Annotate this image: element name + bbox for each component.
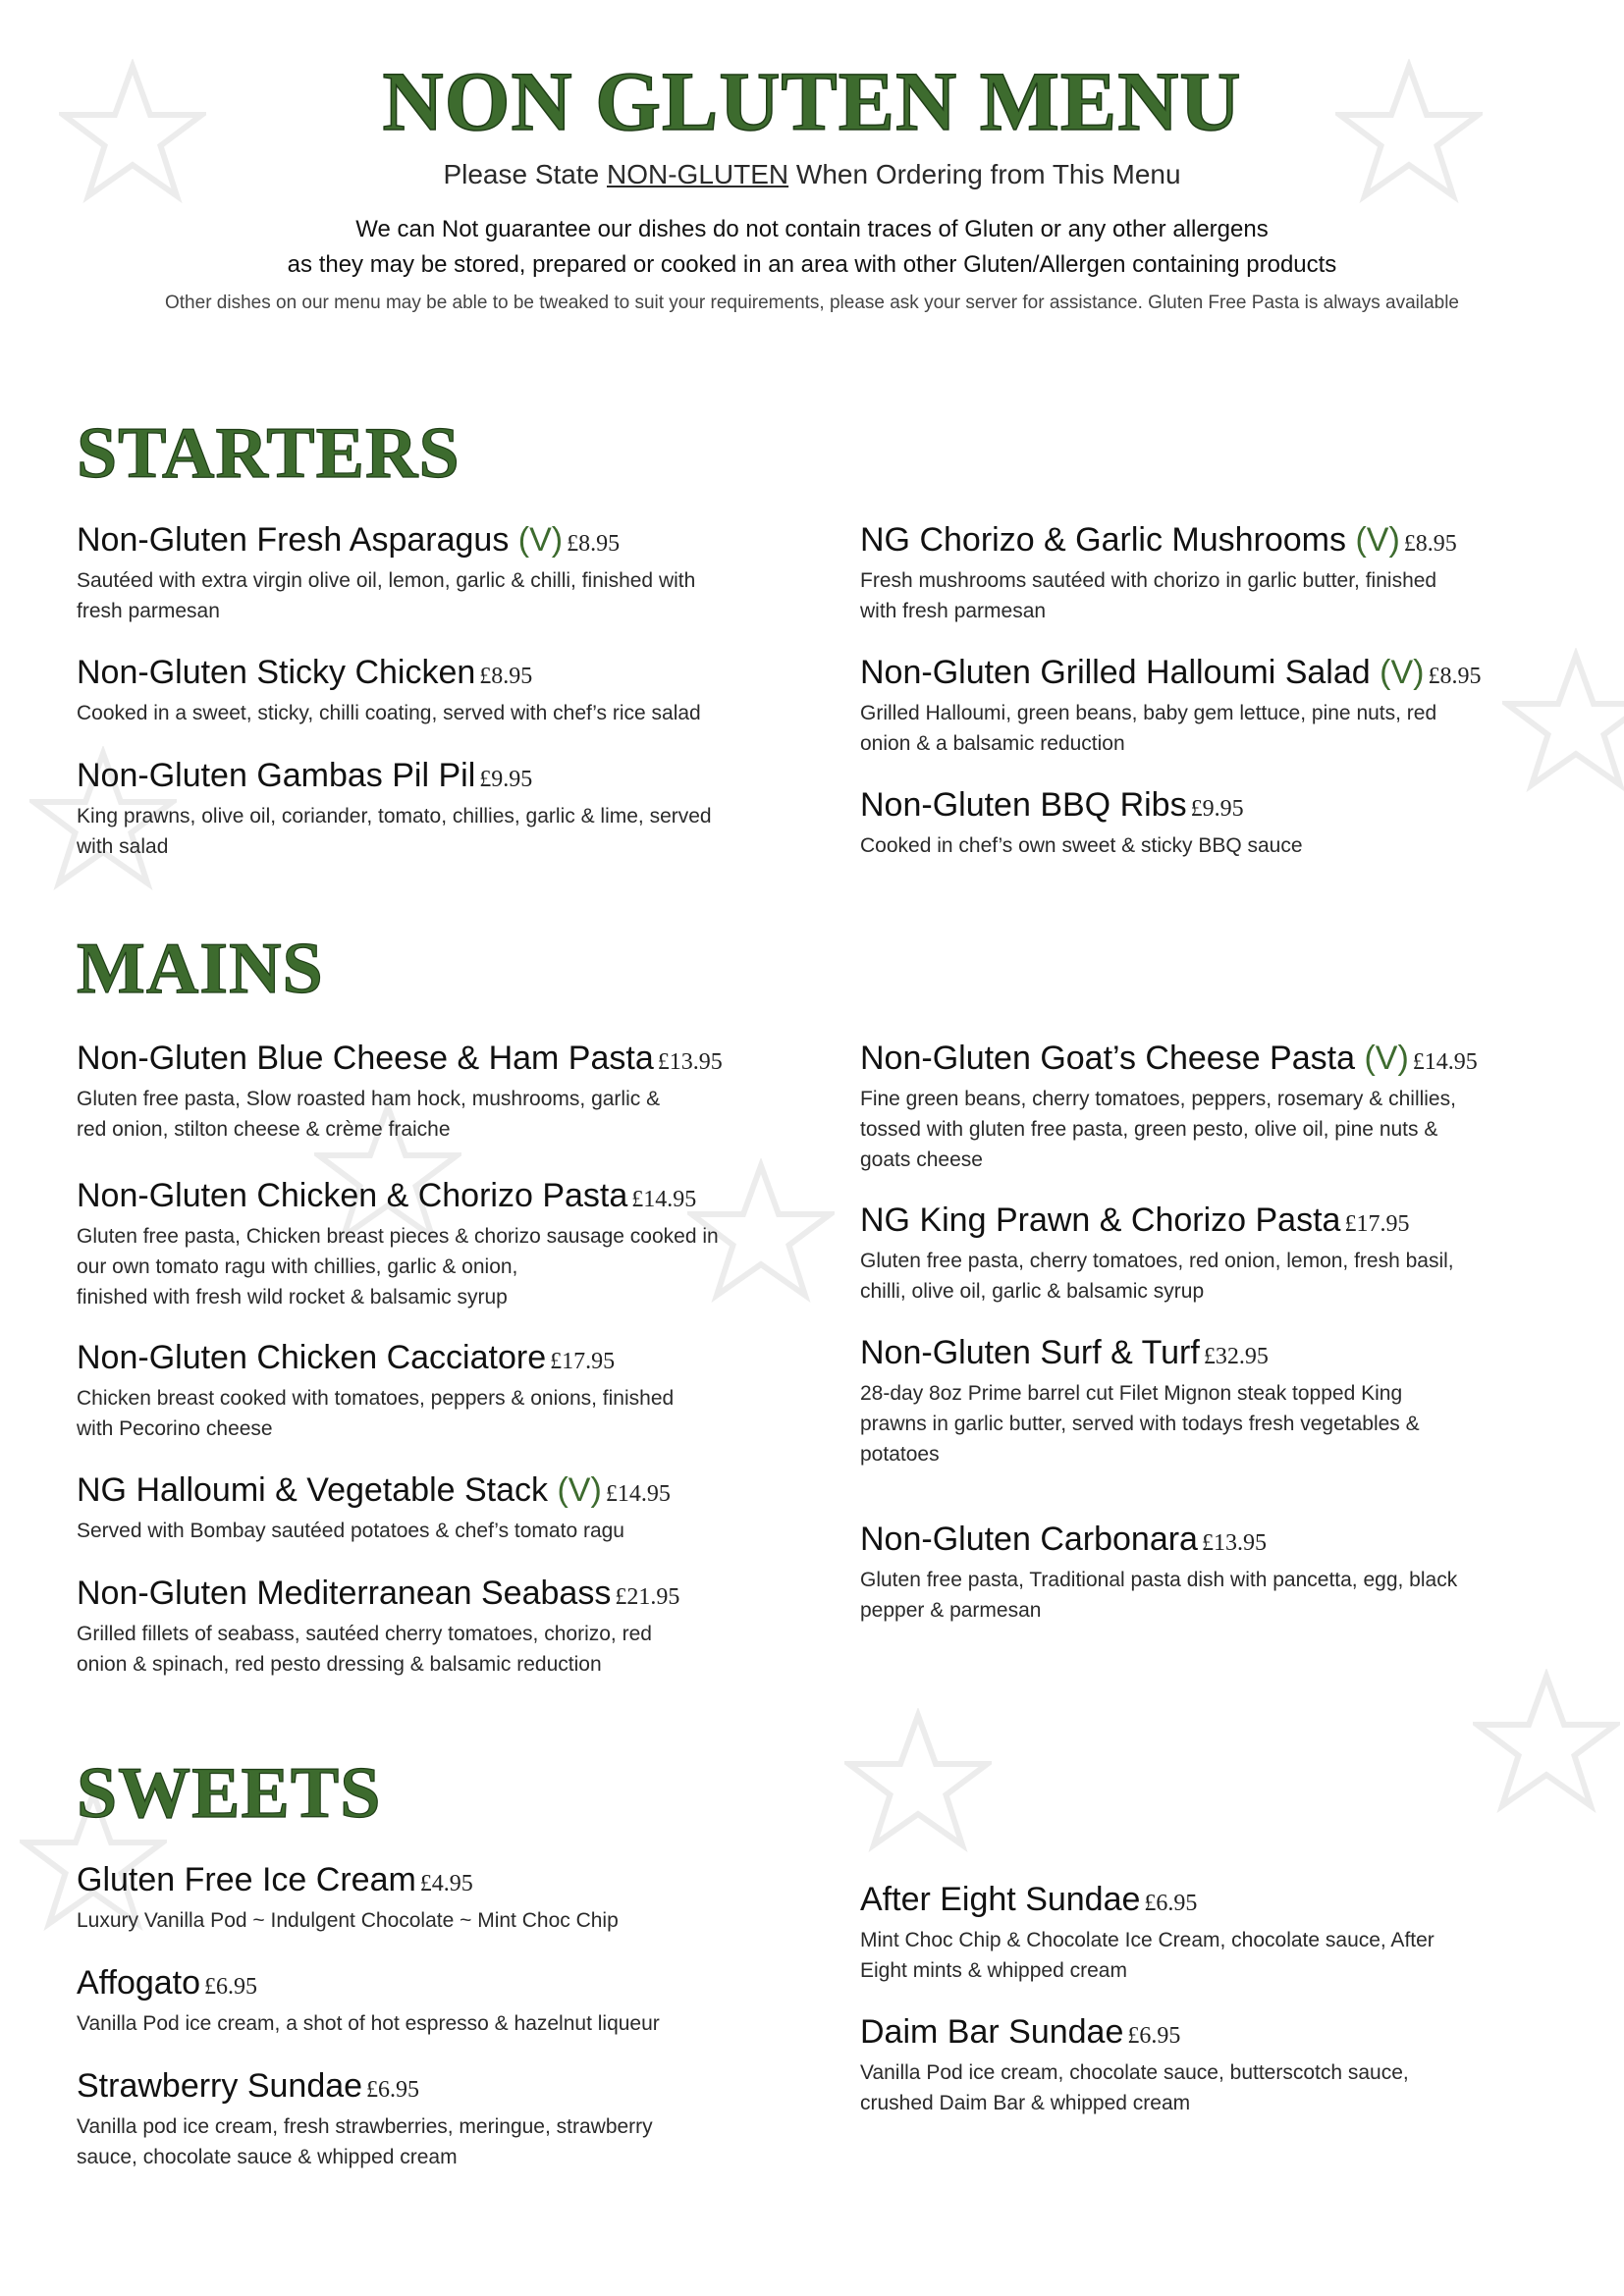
- menu-item-description: Gluten free pasta, Slow roasted ham hock, mushrooms, garlic & red onion, stilton cheese & crème fraiche: [77, 1088, 661, 1141]
- menu-item-price: £4.95: [419, 1871, 473, 1896]
- menu-item-price: £6.95: [1144, 1891, 1198, 1916]
- menu-item-description: Vanilla Pod ice cream, chocolate sauce, butterscotch sauce, crushed Daim Bar & whipped cream: [860, 2061, 1409, 2114]
- menu-item-name: [77, 653, 784, 696]
- menu-item-price: £9.95: [1190, 796, 1244, 822]
- item-name-text: NG Chorizo & Garlic Mushrooms: [860, 521, 1347, 559]
- menu-item-name: [77, 1963, 784, 2006]
- menu-item-price: £13.95: [1201, 1530, 1267, 1556]
- item-name-text: Gluten Free Ice Cream: [77, 1861, 416, 1898]
- item-name-text: Non-Gluten Goat’s Cheese Pasta: [860, 1040, 1355, 1077]
- item-name-text: Non-Gluten Fresh Asparagus: [77, 521, 510, 559]
- item-name-text: Non-Gluten Mediterranean Seabass: [77, 1575, 612, 1612]
- menu-item-name: [860, 1039, 1567, 1082]
- menu-item-description: Vanilla pod ice cream, fresh strawberries, meringue, strawberry sauce, chocolate sauce & whipped cream: [77, 2115, 653, 2168]
- menu-item: [860, 785, 1567, 861]
- menu-item: [860, 1520, 1567, 1626]
- menu-note: Other dishes on our menu may be able to be tweaked to suit your requirements, please ask your server for assistance. Gluten Free Pasta is always available: [165, 293, 1459, 313]
- menu-item-price: £21.95: [615, 1584, 680, 1610]
- menu-item-description: Gluten free pasta, Chicken breast pieces & chorizo sausage cooked in our own tomato ragu with chillies, garlic & onion, finished with fresh wild rocket & balsamic syrup: [77, 1225, 719, 1308]
- section-title-sweets: SWEETS: [77, 1753, 382, 1834]
- menu-title: NON GLUTEN MENU: [382, 54, 1242, 148]
- subtitle-pre: Please State: [443, 159, 607, 189]
- menu-item: [77, 1338, 784, 1444]
- menu-item-description: Sautéed with extra virgin olive oil, lemon, garlic & chilli, finished with fresh parmesan: [77, 569, 696, 622]
- menu-item: [860, 520, 1567, 626]
- menu-item-description: Mint Choc Chip & Chocolate Ice Cream, chocolate sauce, After Eight mints & whipped cream: [860, 1929, 1435, 1982]
- menu-item-price: £13.95: [657, 1049, 723, 1075]
- item-name-text: Strawberry Sundae: [77, 2067, 363, 2105]
- menu-item: [860, 1880, 1567, 1986]
- item-name-text: After Eight Sundae: [860, 1881, 1141, 1918]
- menu-item-name: [77, 1039, 784, 1082]
- section-title-mains: MAINS: [77, 929, 324, 1009]
- warning-line-2: as they may be stored, prepared or cooked in an area with other Gluten/Allergen containing products: [287, 251, 1337, 278]
- menu-item-price: £8.95: [1403, 531, 1457, 557]
- item-name-text: Non-Gluten Sticky Chicken: [77, 654, 476, 691]
- menu-item-price: £8.95: [567, 531, 621, 557]
- menu-item-description: Chicken breast cooked with tomatoes, peppers & onions, finished with Pecorino cheese: [77, 1387, 675, 1440]
- menu-item-description: Luxury Vanilla Pod ~ Indulgent Chocolate ~ Mint Choc Chip: [77, 1909, 619, 1932]
- vegetarian-marker: (V): [557, 1471, 602, 1509]
- menu-item: [77, 1860, 784, 1936]
- menu-item-name: [860, 653, 1567, 696]
- menu-item-description: Fresh mushrooms sautéed with chorizo in garlic butter, finished with fresh parmesan: [860, 569, 1437, 622]
- item-name-text: Non-Gluten Surf & Turf: [860, 1334, 1200, 1371]
- menu-item-price: £9.95: [479, 767, 533, 792]
- menu-item-name: [77, 1176, 784, 1219]
- menu-item: [860, 1039, 1567, 1175]
- menu-header: [0, 54, 1624, 314]
- menu-item-price: £14.95: [1412, 1049, 1478, 1075]
- menu-item-name: [77, 1470, 784, 1514]
- menu-item: [77, 1963, 784, 2039]
- menu-item-name: [860, 2012, 1567, 2056]
- menu-item: [860, 1333, 1567, 1469]
- menu-item-price: £17.95: [550, 1349, 616, 1374]
- menu-item: [77, 1176, 784, 1312]
- menu-item-description: Cooked in chef’s own sweet & sticky BBQ sauce: [860, 834, 1303, 857]
- vegetarian-marker: (V): [1355, 521, 1400, 559]
- warning-line-1: We can Not guarantee our dishes do not contain traces of Gluten or any other allergens: [355, 216, 1269, 242]
- menu-item-price: £8.95: [1428, 664, 1482, 689]
- menu-item-price: £6.95: [1127, 2023, 1181, 2049]
- menu-item-name: [77, 756, 784, 799]
- subtitle-key: NON-GLUTEN: [607, 159, 789, 189]
- menu-item: [77, 520, 784, 626]
- item-name-text: Daim Bar Sundae: [860, 2013, 1124, 2051]
- item-name-text: NG Halloumi & Vegetable Stack: [77, 1471, 549, 1509]
- menu-item-description: Cooked in a sweet, sticky, chilli coating, served with chef’s rice salad: [77, 702, 701, 724]
- menu-item-name: [77, 1338, 784, 1381]
- menu-item: [77, 1470, 784, 1546]
- menu-item: [77, 653, 784, 728]
- menu-item-description: 28-day 8oz Prime barrel cut Filet Mignon steak topped King prawns in garlic butter, served with todays fresh vegetables & potatoes: [860, 1382, 1420, 1466]
- menu-item: [77, 1039, 784, 1145]
- subtitle-post: When Ordering from This Menu: [788, 159, 1181, 189]
- menu-item-name: [77, 1860, 784, 1903]
- vegetarian-marker: (V): [517, 521, 564, 559]
- menu-item-name: [860, 785, 1567, 828]
- menu-item-name: [77, 1574, 784, 1617]
- menu-item: [860, 653, 1567, 759]
- menu-item: [77, 756, 784, 862]
- menu-item-name: [860, 1880, 1567, 1923]
- menu-item-description: King prawns, olive oil, coriander, tomato, chillies, garlic & lime, served with salad: [77, 805, 712, 858]
- menu-item-name: [860, 1333, 1567, 1376]
- watermark-star-icon: [844, 1708, 992, 1855]
- item-name-text: Non-Gluten Chicken Cacciatore: [77, 1339, 547, 1376]
- menu-item: [860, 2012, 1567, 2118]
- item-name-text: NG King Prawn & Chorizo Pasta: [860, 1201, 1341, 1239]
- item-name-text: Non-Gluten Blue Cheese & Ham Pasta: [77, 1040, 654, 1077]
- menu-item-name: [860, 520, 1567, 563]
- menu-item-description: Served with Bombay sautéed potatoes & chef’s tomato ragu: [77, 1520, 624, 1542]
- item-name-text: Non-Gluten Gambas Pil Pil: [77, 757, 476, 794]
- menu-item-name: [860, 1520, 1567, 1563]
- menu-item: [77, 1574, 784, 1680]
- menu-item-description: Grilled fillets of seabass, sautéed cherry tomatoes, chorizo, red onion & spinach, red pesto dressing & balsamic reduction: [77, 1623, 652, 1676]
- item-name-text: Non-Gluten Chicken & Chorizo Pasta: [77, 1177, 628, 1214]
- menu-item-price: £6.95: [366, 2077, 420, 2103]
- menu-item-name: [860, 1201, 1567, 1244]
- allergen-warning: [0, 212, 1624, 283]
- menu-item-price: £14.95: [631, 1187, 697, 1212]
- item-name-text: Affogato: [77, 1964, 201, 2002]
- menu-item-description: Fine green beans, cherry tomatoes, peppers, rosemary & chillies, tossed with gluten free pasta, green pesto, olive oil, pine nuts & goats cheese: [860, 1088, 1456, 1171]
- menu-item-description: Gluten free pasta, Traditional pasta dish with pancetta, egg, black pepper & parmesan: [860, 1569, 1458, 1622]
- menu-item-price: £14.95: [605, 1481, 671, 1507]
- menu-item-price: £17.95: [1344, 1211, 1410, 1237]
- item-name-text: Non-Gluten Carbonara: [860, 1521, 1198, 1558]
- section-title-starters: STARTERS: [77, 413, 460, 494]
- item-name-text: Non-Gluten BBQ Ribs: [860, 786, 1187, 824]
- item-name-text: Non-Gluten Grilled Halloumi Salad: [860, 654, 1371, 691]
- menu-item-name: [77, 2066, 784, 2109]
- menu-item-price: £6.95: [204, 1974, 258, 2000]
- vegetarian-marker: (V): [1380, 654, 1425, 691]
- menu-item-price: £8.95: [479, 664, 533, 689]
- menu-subtitle: [0, 159, 1624, 190]
- menu-item: [860, 1201, 1567, 1307]
- vegetarian-marker: (V): [1364, 1040, 1409, 1077]
- menu-item-description: Gluten free pasta, cherry tomatoes, red onion, lemon, fresh basil, chilli, olive oil, garlic & balsamic syrup: [860, 1250, 1454, 1303]
- menu-item-name: [77, 520, 784, 563]
- menu-item: [77, 2066, 784, 2172]
- menu-item-description: Grilled Halloumi, green beans, baby gem lettuce, pine nuts, red onion & a balsamic reduction: [860, 702, 1437, 755]
- watermark-star-icon: [1473, 1669, 1620, 1816]
- menu-item-description: Vanilla Pod ice cream, a shot of hot espresso & hazelnut liqueur: [77, 2012, 660, 2035]
- menu-item-price: £32.95: [1203, 1344, 1269, 1369]
